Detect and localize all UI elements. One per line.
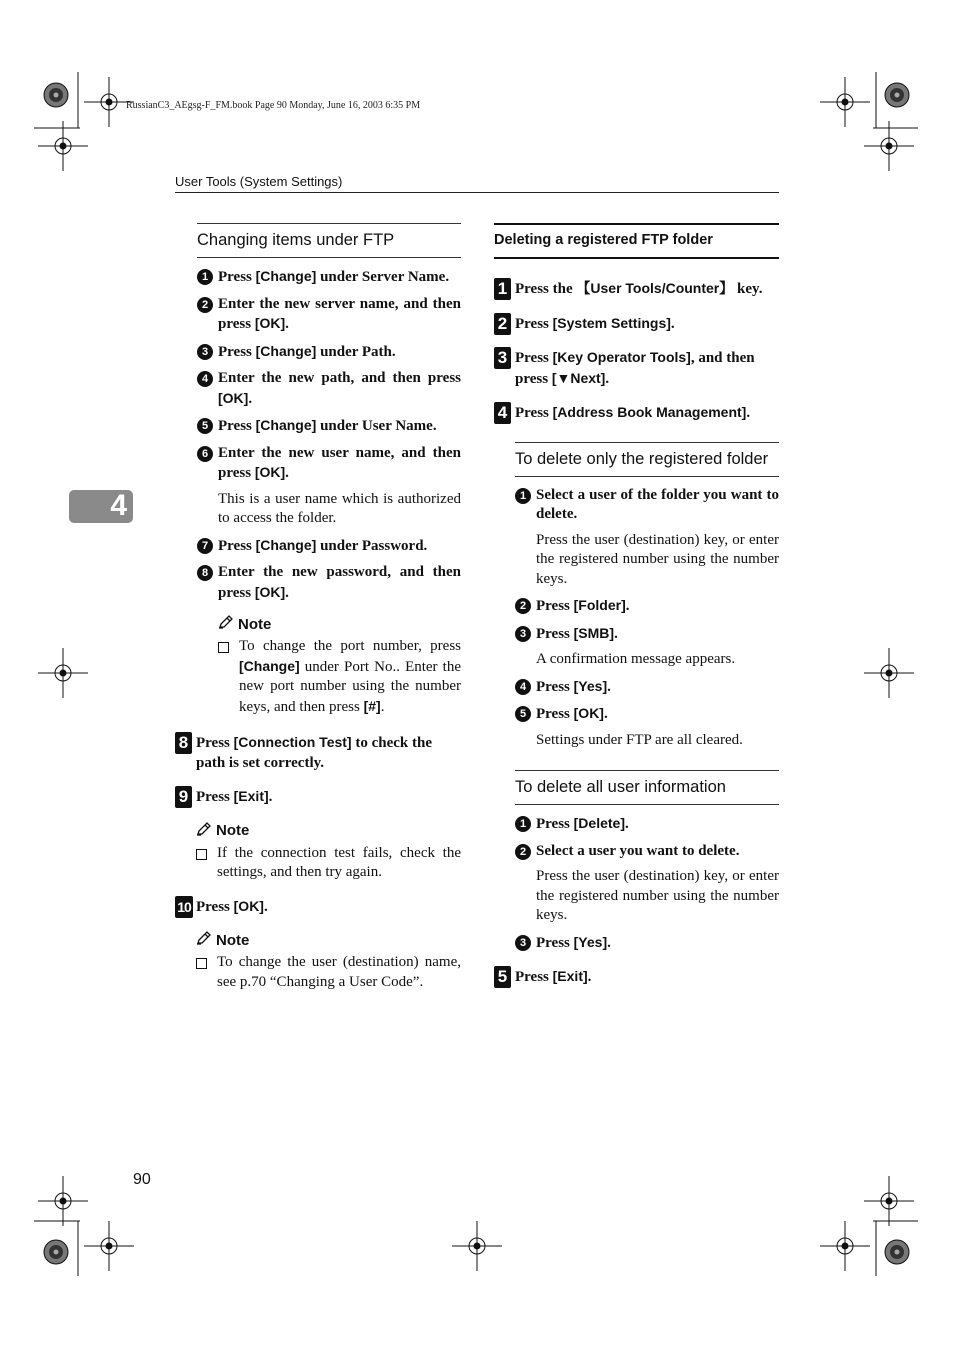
running-head: User Tools (System Settings)	[175, 174, 343, 189]
sub-step: 3 Press [SMB].	[515, 624, 779, 645]
sub-step: 4 Press [Yes].	[515, 677, 779, 698]
note: Note To change the port number, press [Change] under Port No.. Enter the new port number using the number keys, and then press [#].	[218, 615, 461, 717]
step-description: Press the user (destination) key, or enter the registered number using the number keys.	[536, 531, 779, 587]
right-column	[494, 223, 779, 988]
main-step: 4 Press [Address Book Management].	[494, 403, 779, 424]
main-step: 2 Press [System Settings].	[494, 314, 779, 335]
step-description: A confirmation message appears.	[536, 651, 736, 667]
subsection-heading: To delete only the registered folder	[515, 442, 779, 477]
sub-step: 5 Press [Change] under User Name.	[197, 416, 461, 437]
chapter-tab	[69, 490, 133, 523]
step-description: Press the user (destination) key, or enter the registered number using the number keys.	[536, 868, 779, 923]
header-rule	[175, 192, 779, 193]
sub-step: 6 Enter the new user name, and then press [OK].	[197, 444, 461, 484]
sub-step: 8 Enter the new password, and then press [OK].	[197, 563, 461, 603]
section-heading: Changing items under FTP	[197, 223, 461, 258]
sub-step: 2 Press [Folder].	[515, 596, 779, 617]
sub-step: 2 Enter the new server name, and then press [OK].	[197, 295, 461, 335]
note: Note If the connection test fails, check the settings, and then try again.	[196, 822, 461, 883]
sub-step: 2 Select a user you want to delete.	[515, 842, 779, 862]
left-column	[175, 223, 461, 992]
main-step: 8 Press [Connection Test] to check the path is set correctly.	[175, 733, 461, 773]
sub-step: 7 Press [Change] under Password.	[197, 536, 461, 557]
pencil-icon	[218, 615, 234, 634]
section-heading: Deleting a registered FTP folder	[494, 223, 779, 259]
sub-step: 3 Press [Change] under Path.	[197, 342, 461, 363]
file-header: RussianC3_AEgsg-F_FM.book Page 90 Monday, June 16, 2003 6:35 PM	[126, 100, 421, 111]
sub-step: 3 Press [Yes].	[515, 933, 779, 954]
chapter-number: 4	[110, 489, 127, 522]
step-description: This is a user name which is authorized to access the folder.	[218, 490, 461, 526]
page-number: 90	[133, 1171, 151, 1188]
main-step: 1 Press the 【User Tools/Counter】 key.	[494, 279, 779, 300]
main-step: 9 Press [Exit].	[175, 787, 461, 808]
sub-step: 1 Press [Change] under Server Name.	[197, 267, 461, 288]
subsection-heading: To delete all user information	[515, 770, 779, 805]
main-step: 5 Press [Exit].	[494, 967, 779, 988]
sub-step: 5 Press [OK].	[515, 704, 779, 725]
pencil-icon	[196, 931, 212, 950]
sub-step: 1 Press [Delete].	[515, 814, 779, 835]
pencil-icon	[196, 822, 212, 841]
note: Note To change the user (destination) name, see p.70 “Changing a User Code”.	[196, 931, 461, 992]
main-step: 10 Press [OK].	[175, 897, 461, 918]
step-description: Settings under FTP are all cleared.	[536, 731, 743, 748]
sub-step: 4 Enter the new path, and then press [OK].	[197, 369, 461, 409]
main-step: 3 Press [Key Operator Tools], and then press [▼Next].	[494, 348, 779, 389]
sub-step: 1 Select a user of the folder you want to delete.	[515, 486, 779, 525]
